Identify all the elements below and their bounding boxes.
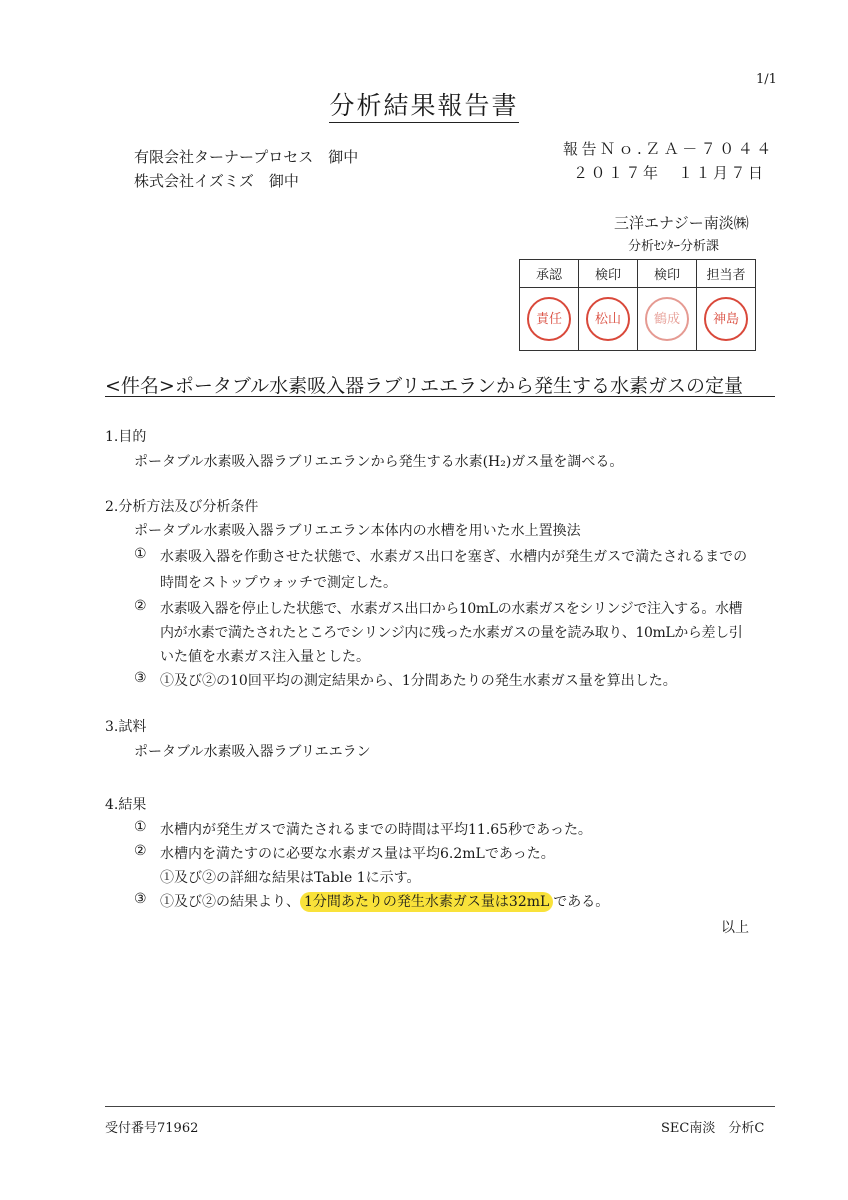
footer-department: SEC南淡 分析C bbox=[661, 1121, 765, 1136]
report-date: ２０１７年 １１月７日 bbox=[573, 164, 766, 182]
method-item-2-line-3: いた値を水素ガス注入量とした。 bbox=[160, 649, 370, 665]
result-highlight: 1分間あたりの発生水素ガス量は32mL bbox=[300, 892, 553, 912]
document-title-text: 分析結果報告書 bbox=[329, 91, 518, 123]
closing-mark: 以上 bbox=[721, 920, 749, 936]
stamp-cell-approval bbox=[520, 288, 579, 351]
result-item-3-text bbox=[160, 891, 609, 911]
section-heading-results: 4.結果 bbox=[105, 797, 147, 813]
method-item-1-mark: ① bbox=[134, 546, 147, 562]
method-intro: ポータブル水素吸入器ラブリエエラン本体内の水槽を用いた水上置換法 bbox=[134, 523, 581, 539]
receipt-number: 受付番号71962 bbox=[105, 1121, 199, 1136]
method-item-3-line-1: ①及び②の10回平均の測定結果から、1分間あたりの発生水素ガス量を算出した。 bbox=[160, 673, 677, 689]
result-item-2-text: 水槽内を満たすのに必要な水素ガス量は平均6.2mLであった。 bbox=[160, 846, 555, 862]
result-item-3-after: である。 bbox=[553, 894, 610, 910]
method-item-2-mark: ② bbox=[134, 598, 147, 614]
section-heading-purpose: 1.目的 bbox=[105, 429, 147, 445]
method-item-2-line-1: 水素吸入器を停止した状態で、水素ガス出口から10mLの水素ガスをシリンジで注入する。水槽 bbox=[160, 601, 743, 617]
approval-stamp-table bbox=[519, 259, 756, 351]
hanko-seal-icon bbox=[586, 297, 630, 341]
issuer-department: 分析ｾﾝﾀｰ分析課 bbox=[628, 239, 720, 254]
section-heading-sample: 3.試料 bbox=[105, 719, 147, 735]
stamp-header-approval: 承認 bbox=[520, 260, 579, 288]
hanko-seal-icon bbox=[704, 297, 748, 341]
result-item-3-before: ①及び②の結果より、 bbox=[160, 894, 300, 910]
footer-rule bbox=[105, 1106, 775, 1107]
stamp-cell-check-2 bbox=[638, 288, 697, 351]
hanko-seal-icon bbox=[645, 297, 689, 341]
method-item-3-mark: ③ bbox=[134, 670, 147, 686]
sample-text: ポータブル水素吸入器ラブリエエラン bbox=[134, 744, 371, 760]
hanko-seal-text: 松山 bbox=[594, 311, 621, 327]
hanko-seal-icon bbox=[527, 297, 571, 341]
stamp-header-check-2: 検印 bbox=[638, 260, 697, 288]
method-item-2-line-2: 内が水素で満たされたところでシリンジ内に残った水素ガスの量を読み取り、10mLから差し引 bbox=[160, 625, 743, 641]
method-item-1-line-1: 水素吸入器を作動させた状態で、水素ガス出口を塞ぎ、水槽内が発生ガスで満たされるまでの bbox=[160, 549, 748, 565]
stamp-header-person-in-charge: 担当者 bbox=[697, 260, 756, 288]
stamp-cell-check-1 bbox=[579, 288, 638, 351]
stamp-header-check-1: 検印 bbox=[579, 260, 638, 288]
stamp-cell-person-in-charge bbox=[697, 288, 756, 351]
subject-line: <件名>ポータブル水素吸入器ラブリエエランから発生する水素ガスの定量 bbox=[105, 375, 743, 397]
hanko-seal-text: 鶴成 bbox=[653, 311, 680, 327]
page-number: 1/1 bbox=[756, 72, 777, 87]
result-item-2-note: ①及び②の詳細な結果はTable 1に示す。 bbox=[160, 870, 421, 886]
result-item-2-mark: ② bbox=[134, 843, 147, 859]
section-heading-method: 2.分析方法及び分析条件 bbox=[105, 499, 259, 515]
hanko-seal-text: 責任 bbox=[535, 311, 562, 327]
subject-underline bbox=[105, 396, 775, 397]
recipient-1: 有限会社ターナープロセス 御中 bbox=[134, 148, 359, 166]
report-number: 報告Ｎｏ.ＺＡ－７０４４ bbox=[563, 140, 775, 158]
recipient-2: 株式会社イズミズ 御中 bbox=[134, 172, 299, 190]
purpose-text: ポータブル水素吸入器ラブリエエランから発生する水素(H₂)ガス量を調べる。 bbox=[134, 454, 624, 470]
result-item-3-mark: ③ bbox=[134, 891, 147, 907]
method-item-1-line-2: 時間をストップウォッチで測定した。 bbox=[160, 575, 398, 591]
hanko-seal-text: 神島 bbox=[712, 311, 739, 327]
document-title bbox=[0, 86, 848, 122]
issuer-company: 三洋エナジー南淡㈱ bbox=[614, 214, 749, 232]
result-item-1-mark: ① bbox=[134, 819, 147, 835]
result-item-1-text: 水槽内が発生ガスで満たされるまでの時間は平均11.65秒であった。 bbox=[160, 822, 592, 838]
